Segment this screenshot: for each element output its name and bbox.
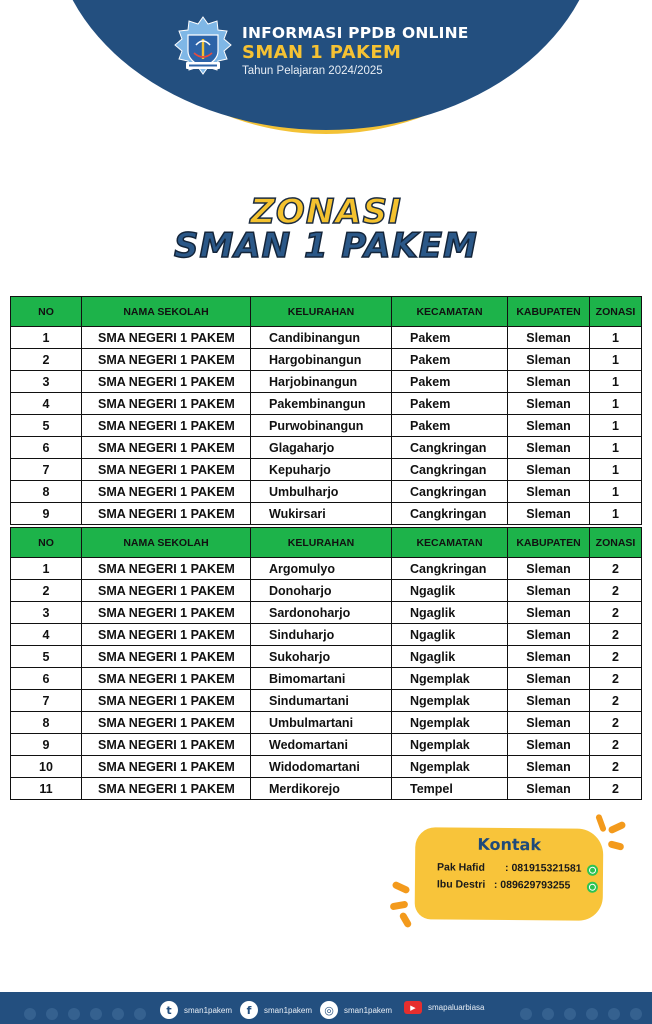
cell-no: 5 (11, 415, 82, 437)
footer-dot (608, 1008, 620, 1020)
cell-kecamatan: Cangkringan (392, 558, 508, 580)
table-row (11, 349, 642, 371)
cell-zonasi: 1 (590, 371, 642, 393)
decor-stroke (391, 881, 410, 895)
table-row (11, 624, 642, 646)
header-zonasi: ZONASI (590, 528, 642, 558)
cell-no: 3 (11, 371, 82, 393)
header-no: NO (11, 528, 82, 558)
cell-kecamatan: Ngemplak (392, 712, 508, 734)
cell-kecamatan: Ngaglik (392, 646, 508, 668)
cell-kecamatan: Ngaglik (392, 624, 508, 646)
cell-kabupaten: Sleman (508, 481, 590, 503)
cell-kecamatan: Cangkringan (392, 503, 508, 525)
school-crest-icon (172, 15, 234, 77)
cell-zonasi: 1 (590, 393, 642, 415)
cell-no: 1 (11, 327, 82, 349)
contact-name: Pak Hafid (437, 861, 485, 874)
cell-no: 2 (11, 580, 82, 602)
cell-zonasi: 1 (590, 327, 642, 349)
page-subtitle: SMAN 1 PAKEM (174, 226, 478, 266)
cell-kelurahan: Umbulharjo (251, 481, 392, 503)
cell-nama-sekolah: SMA NEGERI 1 PAKEM (82, 415, 251, 437)
cell-kelurahan: Purwobinangun (251, 415, 392, 437)
header-school-name: SMAN 1 PAKEM (242, 42, 402, 63)
cell-kelurahan: Widodomartani (251, 756, 392, 778)
cell-no: 5 (11, 646, 82, 668)
cell-kelurahan: Argomulyo (251, 558, 392, 580)
table-row (11, 580, 642, 602)
decor-stroke (398, 911, 412, 928)
cell-zonasi: 2 (590, 690, 642, 712)
table-header-row (11, 297, 642, 327)
cell-kecamatan: Pakem (392, 349, 508, 371)
cell-kabupaten: Sleman (508, 778, 590, 800)
cell-no: 10 (11, 756, 82, 778)
cell-zonasi: 2 (590, 580, 642, 602)
cell-nama-sekolah: SMA NEGERI 1 PAKEM (82, 437, 251, 459)
cell-nama-sekolah: SMA NEGERI 1 PAKEM (82, 393, 251, 415)
cell-no: 8 (11, 481, 82, 503)
cell-kabupaten: Sleman (508, 602, 590, 624)
contact-row (437, 861, 582, 874)
cell-kabupaten: Sleman (508, 503, 590, 525)
decor-stroke (607, 840, 624, 851)
cell-no: 8 (11, 712, 82, 734)
facebook-icon: f (240, 1001, 258, 1019)
header-kecamatan: KECAMATAN (392, 528, 508, 558)
cell-nama-sekolah: SMA NEGERI 1 PAKEM (82, 778, 251, 800)
table-row (11, 327, 642, 349)
table-row (11, 437, 642, 459)
header-zonasi: ZONASI (590, 297, 642, 327)
header-kelurahan: KELURAHAN (251, 528, 392, 558)
twitter-icon: t (160, 1001, 178, 1019)
cell-kecamatan: Tempel (392, 778, 508, 800)
cell-nama-sekolah: SMA NEGERI 1 PAKEM (82, 624, 251, 646)
table-row (11, 558, 642, 580)
social-instagram[interactable] (320, 1001, 392, 1019)
cell-kelurahan: Kepuharjo (251, 459, 392, 481)
footer-dot (24, 1008, 36, 1020)
cell-kecamatan: Ngemplak (392, 690, 508, 712)
whatsapp-icon[interactable] (587, 882, 598, 893)
cell-kecamatan: Cangkringan (392, 481, 508, 503)
cell-nama-sekolah: SMA NEGERI 1 PAKEM (82, 734, 251, 756)
cell-kabupaten: Sleman (508, 459, 590, 481)
cell-kecamatan: Pakem (392, 415, 508, 437)
cell-nama-sekolah: SMA NEGERI 1 PAKEM (82, 327, 251, 349)
table-row (11, 481, 642, 503)
header-kelurahan: KELURAHAN (251, 297, 392, 327)
cell-zonasi: 1 (590, 437, 642, 459)
cell-nama-sekolah: SMA NEGERI 1 PAKEM (82, 558, 251, 580)
cell-kabupaten: Sleman (508, 712, 590, 734)
cell-kecamatan: Cangkringan (392, 437, 508, 459)
footer-dot (90, 1008, 102, 1020)
header-title: INFORMASI PPDB ONLINE (242, 24, 469, 42)
cell-nama-sekolah: SMA NEGERI 1 PAKEM (82, 602, 251, 624)
cell-no: 4 (11, 624, 82, 646)
cell-kabupaten: Sleman (508, 756, 590, 778)
cell-kabupaten: Sleman (508, 580, 590, 602)
cell-nama-sekolah: SMA NEGERI 1 PAKEM (82, 459, 251, 481)
footer-dot (68, 1008, 80, 1020)
page-title: ZONASI (250, 192, 402, 232)
cell-zonasi: 2 (590, 668, 642, 690)
contact-card (415, 827, 604, 921)
cell-nama-sekolah: SMA NEGERI 1 PAKEM (82, 503, 251, 525)
cell-no: 9 (11, 503, 82, 525)
cell-kecamatan: Pakem (392, 327, 508, 349)
social-youtube[interactable] (404, 1001, 484, 1014)
cell-kecamatan: Pakem (392, 393, 508, 415)
footer-dot (586, 1008, 598, 1020)
decor-stroke (595, 814, 607, 833)
cell-kelurahan: Harjobinangun (251, 371, 392, 393)
cell-kabupaten: Sleman (508, 437, 590, 459)
cell-kabupaten: Sleman (508, 690, 590, 712)
cell-kelurahan: Glagaharjo (251, 437, 392, 459)
contact-row (437, 878, 571, 891)
cell-kabupaten: Sleman (508, 393, 590, 415)
social-label: sman1pakem (264, 1005, 313, 1015)
cell-kelurahan: Candibinangun (251, 327, 392, 349)
table-row (11, 602, 642, 624)
cell-nama-sekolah: SMA NEGERI 1 PAKEM (82, 349, 251, 371)
cell-zonasi: 1 (590, 349, 642, 371)
header-no: NO (11, 297, 82, 327)
decor-stroke (607, 821, 626, 835)
cell-zonasi: 1 (590, 415, 642, 437)
header-academic-year: Tahun Pelajaran 2024/2025 (242, 65, 383, 77)
table-row (11, 668, 642, 690)
cell-nama-sekolah: SMA NEGERI 1 PAKEM (82, 712, 251, 734)
footer-dot (134, 1008, 146, 1020)
header-nama-sekolah: NAMA SEKOLAH (82, 528, 251, 558)
cell-no: 7 (11, 690, 82, 712)
footer-dot (564, 1008, 576, 1020)
cell-nama-sekolah: SMA NEGERI 1 PAKEM (82, 756, 251, 778)
cell-kecamatan: Ngaglik (392, 580, 508, 602)
zonasi-2-table (10, 527, 642, 800)
zonasi-1-body (11, 327, 642, 525)
table-row (11, 778, 642, 800)
cell-no: 6 (11, 668, 82, 690)
social-label: smapaluarbiasa (428, 1003, 485, 1012)
table-row (11, 756, 642, 778)
footer-dot (46, 1008, 58, 1020)
cell-zonasi: 2 (590, 756, 642, 778)
instagram-icon: ◎ (320, 1001, 338, 1019)
cell-zonasi: 2 (590, 778, 642, 800)
cell-kelurahan: Hargobinangun (251, 349, 392, 371)
cell-kabupaten: Sleman (508, 558, 590, 580)
footer-dot (112, 1008, 124, 1020)
cell-no: 7 (11, 459, 82, 481)
contact-name: Ibu Destri (436, 878, 486, 891)
cell-kabupaten: Sleman (508, 349, 590, 371)
cell-nama-sekolah: SMA NEGERI 1 PAKEM (82, 371, 251, 393)
cell-no: 11 (11, 778, 82, 800)
cell-kecamatan: Cangkringan (392, 459, 508, 481)
cell-zonasi: 2 (590, 624, 642, 646)
cell-kelurahan: Sinduharjo (251, 624, 392, 646)
cell-kecamatan: Ngaglik (392, 602, 508, 624)
cell-kabupaten: Sleman (508, 371, 590, 393)
decor-stroke (390, 900, 409, 910)
cell-no: 3 (11, 602, 82, 624)
cell-kelurahan: Sardonoharjo (251, 602, 392, 624)
cell-kelurahan: Donoharjo (251, 580, 392, 602)
cell-no: 6 (11, 437, 82, 459)
cell-kelurahan: Wedomartani (251, 734, 392, 756)
table-row (11, 646, 642, 668)
cell-kabupaten: Sleman (508, 668, 590, 690)
table-row (11, 459, 642, 481)
cell-zonasi: 2 (590, 646, 642, 668)
header-kecamatan: KECAMATAN (392, 297, 508, 327)
cell-kabupaten: Sleman (508, 415, 590, 437)
cell-zonasi: 1 (590, 481, 642, 503)
cell-kecamatan: Pakem (392, 371, 508, 393)
cell-kelurahan: Sindumartani (251, 690, 392, 712)
contact-title: Kontak (477, 834, 542, 855)
footer-dot (542, 1008, 554, 1020)
table-header-row (11, 528, 642, 558)
cell-kelurahan: Pakembinangun (251, 393, 392, 415)
cell-nama-sekolah: SMA NEGERI 1 PAKEM (82, 646, 251, 668)
cell-no: 4 (11, 393, 82, 415)
cell-zonasi: 2 (590, 734, 642, 756)
contact-phone[interactable]: : 089629793255 (493, 878, 571, 892)
cell-kelurahan: Sukoharjo (251, 646, 392, 668)
table-row (11, 393, 642, 415)
footer-dot (630, 1008, 642, 1020)
table-row (11, 712, 642, 734)
header-text (242, 24, 469, 77)
cell-kabupaten: Sleman (508, 646, 590, 668)
table-row (11, 371, 642, 393)
cell-kecamatan: Ngemplak (392, 668, 508, 690)
social-facebook[interactable] (240, 1001, 312, 1019)
header-kabupaten: KABUPATEN (508, 297, 590, 327)
social-label: sman1pakem (344, 1005, 393, 1015)
cell-kabupaten: Sleman (508, 624, 590, 646)
cell-kabupaten: Sleman (508, 734, 590, 756)
cell-no: 1 (11, 558, 82, 580)
cell-kelurahan: Wukirsari (251, 503, 392, 525)
social-twitter[interactable] (160, 1001, 232, 1019)
cell-kelurahan: Bimomartani (251, 668, 392, 690)
table-row (11, 734, 642, 756)
table-row (11, 503, 642, 525)
youtube-icon: ▶ (404, 1001, 422, 1014)
zonasi-2-body (11, 558, 642, 800)
table-row (11, 415, 642, 437)
header-nama-sekolah: NAMA SEKOLAH (82, 297, 251, 327)
cell-zonasi: 2 (590, 712, 642, 734)
cell-kecamatan: Ngemplak (392, 756, 508, 778)
whatsapp-icon[interactable] (587, 865, 598, 876)
cell-zonasi: 1 (590, 503, 642, 525)
cell-nama-sekolah: SMA NEGERI 1 PAKEM (82, 668, 251, 690)
header-kabupaten: KABUPATEN (508, 528, 590, 558)
cell-zonasi: 2 (590, 602, 642, 624)
cell-nama-sekolah: SMA NEGERI 1 PAKEM (82, 690, 251, 712)
zonasi-1-table (10, 296, 642, 525)
footer-dot (520, 1008, 532, 1020)
cell-kelurahan: Umbulmartani (251, 712, 392, 734)
cell-zonasi: 2 (590, 558, 642, 580)
cell-no: 9 (11, 734, 82, 756)
cell-nama-sekolah: SMA NEGERI 1 PAKEM (82, 481, 251, 503)
cell-kelurahan: Merdikorejo (251, 778, 392, 800)
cell-kecamatan: Ngemplak (392, 734, 508, 756)
cell-kabupaten: Sleman (508, 327, 590, 349)
table-row (11, 690, 642, 712)
cell-no: 2 (11, 349, 82, 371)
social-label: sman1pakem (184, 1005, 233, 1015)
cell-nama-sekolah: SMA NEGERI 1 PAKEM (82, 580, 251, 602)
contact-phone[interactable]: : 081915321581 (505, 861, 582, 875)
cell-zonasi: 1 (590, 459, 642, 481)
